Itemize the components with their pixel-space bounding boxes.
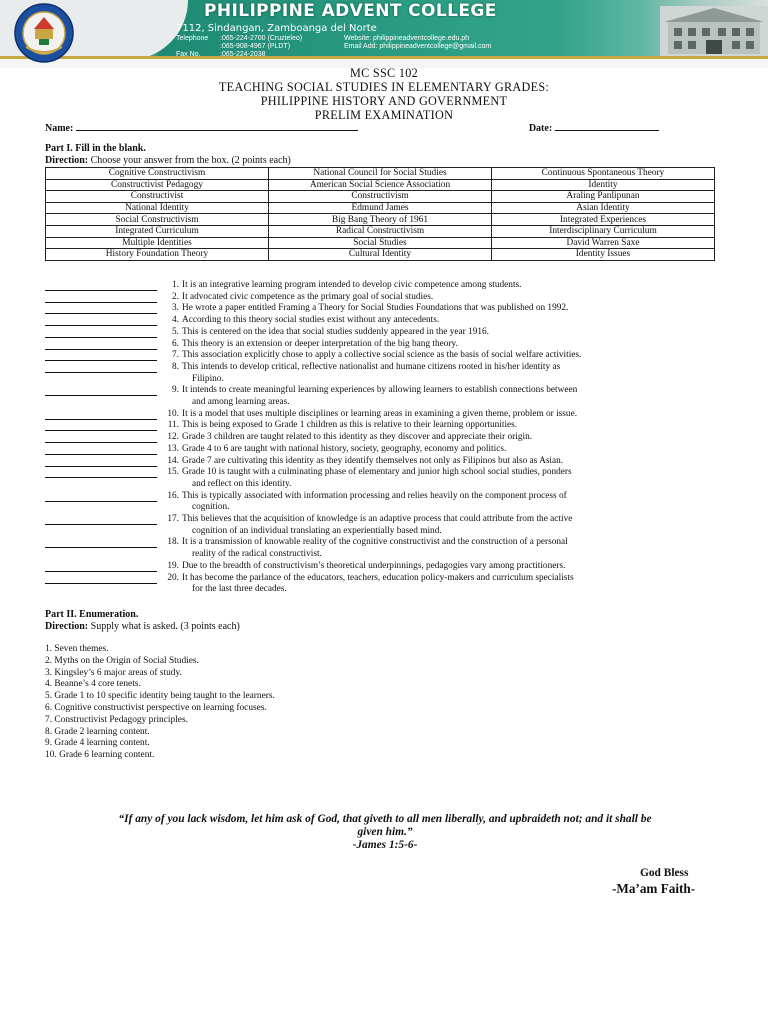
god-bless-text: God Bless [640, 867, 689, 879]
choice-cell: Multiple Identities [46, 237, 269, 249]
choice-cell: Identity Issues [492, 249, 715, 261]
school-address: 7112, Sindangan, Zamboanga del Norte [176, 23, 377, 34]
table-row [46, 191, 715, 203]
header-banner [0, 0, 768, 68]
enumeration-list [45, 644, 275, 762]
choice-cell: Identity [492, 179, 715, 191]
answer-blank[interactable] [45, 432, 157, 443]
answer-blank[interactable] [45, 339, 157, 350]
choice-cell: Constructivism [269, 191, 492, 203]
answer-blank[interactable] [45, 315, 157, 326]
list-item: 2. Myths on the Origin of Social Studies. [45, 655, 199, 666]
answer-blank[interactable] [45, 362, 157, 373]
list-item: 6. Cognitive constructivist perspective on learning focuses. [45, 702, 267, 713]
answer-blank[interactable] [45, 537, 157, 548]
table-row [46, 214, 715, 226]
table-row [46, 168, 715, 180]
part1-direction: Direction: Choose your answer from the box. (2 points each) [45, 155, 291, 166]
choice-cell: Interdisciplinary Curriculum [492, 225, 715, 237]
part2-heading: Part II. Enumeration. [45, 609, 139, 620]
choice-cell: Cognitive Constructivism [46, 168, 269, 180]
answer-blank[interactable] [45, 491, 157, 502]
question-item: 7. This association explicitly chose to apply a collective social science as the basis of social welfare activities. [45, 350, 725, 362]
choice-cell: Asian Identity [492, 202, 715, 214]
quote-citation: -James 1:5-6- [352, 839, 418, 851]
choice-cell: Continuous Spontaneous Theory [492, 168, 715, 180]
answer-blank[interactable] [45, 456, 157, 467]
name-field[interactable] [76, 121, 358, 131]
question-item: 17. This believes that the acquisition of knowledge is an adaptive process that could attribute from the active cognition of an individual translating an experientially based mind. [45, 514, 725, 537]
answer-blank[interactable] [45, 444, 157, 455]
contact-row: Fax No. :065-224-2038 [176, 50, 266, 58]
campus-building-image [660, 6, 768, 56]
exam-title-line3: PRELIM EXAMINATION [314, 108, 454, 122]
question-item: 13. Grade 4 to 6 are taught with national history, society, geography, economy and politics. [45, 444, 725, 456]
list-item: 7. Constructivist Pedagogy principles. [45, 714, 188, 725]
question-item: 14. Grade 7 are cultivating this identity as they identify themselves not only as Filipinos but also as Asian. [45, 456, 725, 468]
answer-blank[interactable] [45, 303, 157, 314]
question-item: 3. He wrote a paper entitled Framing a Theory for Social Studies Foundations that was published on 1992. [45, 303, 725, 315]
choice-cell: National Council for Social Studies [269, 168, 492, 180]
exam-title-line2: PHILIPPINE HISTORY AND GOVERNMENT [260, 94, 508, 108]
teacher-signature: -Ma’am Faith- [612, 881, 696, 896]
quote-line1: “If any of you lack wisdom, let him ask of God, that giveth to all men liberally, and upbraideth not; and it shall be [118, 813, 652, 825]
answer-choices-box [45, 167, 715, 261]
choice-cell: Big Bang Theory of 1961 [269, 214, 492, 226]
question-item: 4. According to this theory social studies exist without any antecedents. [45, 315, 725, 327]
choice-cell: History Foundation Theory [46, 249, 269, 261]
fill-in-blank-questions [45, 280, 725, 596]
contact-info [176, 35, 491, 58]
table-row [46, 249, 715, 261]
date-field[interactable] [555, 121, 659, 131]
course-code: MC SSC 102 [349, 66, 419, 80]
answer-blank[interactable] [45, 420, 157, 431]
table-row [46, 179, 715, 191]
choice-cell: Social Studies [269, 237, 492, 249]
answer-blank[interactable] [45, 350, 157, 361]
answer-blank[interactable] [45, 573, 157, 584]
choice-cell: Cultural Identity [269, 249, 492, 261]
question-item: 8. This intends to develop critical, reflective nationalist and humane citizens rooted in his/her identity as Filipino. [45, 362, 725, 385]
choice-cell: Radical Constructivism [269, 225, 492, 237]
choice-cell: Social Constructivism [46, 214, 269, 226]
table-row [46, 202, 715, 214]
quote-line2: given him.” [357, 826, 413, 838]
part1-heading: Part I. Fill in the blank. [45, 143, 146, 154]
choice-cell: Araling Panlipunan [492, 191, 715, 203]
choice-cell: Constructivist Pedagogy [46, 179, 269, 191]
question-item: 2. It advocated civic competence as the primary goal of social studies. [45, 292, 725, 304]
school-seal-icon [6, 2, 76, 64]
table-row [46, 225, 715, 237]
answer-blank[interactable] [45, 409, 157, 420]
question-item: 16. This is typically associated with information processing and relies heavily on the component process of cognition. [45, 491, 725, 514]
question-item: 11. This is being exposed to Grade 1 children as this is relative to their learning opportunities. [45, 420, 725, 432]
answer-blank[interactable] [45, 467, 157, 478]
list-item: 4. Beanne’s 4 core tenets. [45, 679, 141, 690]
choice-cell: David Warren Saxe [492, 237, 715, 249]
exam-title-block [0, 66, 768, 122]
question-item: 6. This theory is an extension or deeper interpretation of the big bang theory. [45, 339, 725, 351]
answer-blank[interactable] [45, 385, 157, 396]
list-item: 1. Seven themes. [45, 644, 109, 654]
choice-cell: Integrated Curriculum [46, 225, 269, 237]
contact-row: :065-908-4967 (PLDT) Email Add: philippineadventcollege@gmail.com [220, 42, 492, 50]
answer-blank[interactable] [45, 514, 157, 525]
name-date-row [45, 121, 725, 134]
choice-cell: American Social Science Association [269, 179, 492, 191]
list-item: 9. Grade 4 learning content. [45, 738, 150, 749]
answer-blank[interactable] [45, 292, 157, 303]
question-item: 15. Grade 10 is taught with a culminating phase of elementary and junior high school social studies, ponders and reflect on this identity. [45, 467, 725, 490]
school-name: PHILIPPINE ADVENT COLLEGE [204, 1, 497, 21]
answer-blank[interactable] [45, 280, 157, 291]
list-item: 8. Grade 2 learning content. [45, 726, 150, 737]
question-item: 5. This is centered on the idea that social studies suddenly appeared in the year 1916. [45, 327, 725, 339]
question-item: 1. It is an integrative learning program intended to develop civic competence among students. [45, 280, 725, 292]
choice-cell: Constructivist [46, 191, 269, 203]
answer-blank[interactable] [45, 561, 157, 572]
question-item: 20. It has become the parlance of the educators, teachers, education policy-makers and curriculum specialists for the last three decades. [45, 573, 725, 596]
question-item: 9. It intends to create meaningful learning experiences by allowing learners to establish connections between and among learning areas. [45, 385, 725, 408]
part2-direction: Direction: Supply what is asked. (3 points each) [45, 621, 240, 632]
question-item: 18. It is a transmission of knowable reality of the cognitive constructivist and the construction of a personal reality of the radical constructivist. [45, 537, 725, 560]
table-row [46, 237, 715, 249]
exam-title-line1: TEACHING SOCIAL STUDIES IN ELEMENTARY GRADES: [218, 80, 550, 94]
bible-quote [40, 813, 730, 852]
choice-cell: Integrated Experiences [492, 214, 715, 226]
date-label: Date: [528, 123, 553, 134]
list-item: 10. Grade 6 learning content. [45, 750, 155, 761]
choice-cell: National Identity [46, 202, 269, 214]
question-item: 19. Due to the breadth of constructivism’s theoretical underpinnings, pedagogies vary among practitioners. [45, 561, 725, 573]
list-item: 5. Grade 1 to 10 specific identity being taught to the learners. [45, 691, 275, 702]
name-label: Name: [45, 123, 74, 134]
question-item: 12. Grade 3 children are taught related to this identity as they discover and appreciate their origin. [45, 432, 725, 444]
question-item: 10. It is a model that uses multiple disciplines or learning areas in examining a given theme, problem or issue. [45, 409, 725, 421]
answer-blank[interactable] [45, 327, 157, 338]
choice-cell: Edmund James [269, 202, 492, 214]
list-item: 3. Kingsley’s 6 major areas of study. [45, 667, 182, 678]
contact-row: Telephone :065-224-2700 (Cruzteleo) Website: philippineadventcollege.edu.ph [176, 35, 470, 42]
